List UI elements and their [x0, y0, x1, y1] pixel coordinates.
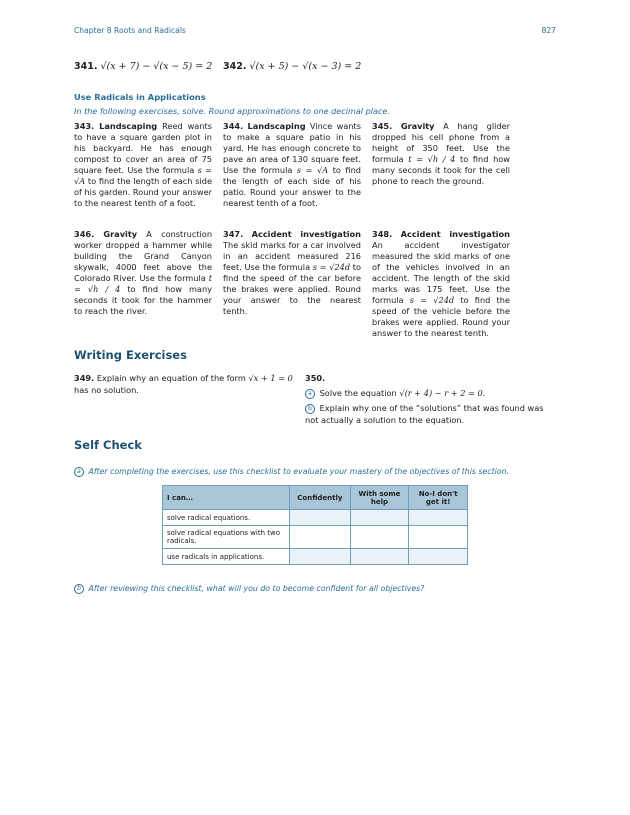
dont-get-it-checkbox[interactable] — [409, 526, 468, 549]
exercise-350 — [305, 373, 545, 426]
exercise-text: to find how many seconds it took for the cell phone to reach the ground. — [372, 154, 510, 186]
exercise-number: 341. — [74, 61, 98, 72]
exercise-title: Landscaping — [99, 121, 158, 131]
exercise-text: Reed wants to have a square garden plot in his backyard. He has enough compost to cover an area of 75 square feet. Use the formula — [74, 121, 212, 175]
exercise-text: has no solution. — [74, 384, 139, 395]
chapter-header: Chapter 8 Roots and Radicals — [74, 26, 186, 35]
confidently-checkbox[interactable] — [290, 549, 350, 565]
exercise-title: Gravity — [400, 121, 435, 131]
exercise-text: Explain why one of the “solutions” that was found was not actually a solution to the equation. — [305, 403, 544, 425]
instruction-text: After reviewing this checklist, what will you do to become confident for all objectives? — [88, 584, 425, 593]
confidently-checkbox[interactable] — [290, 510, 350, 526]
table-row — [163, 526, 468, 549]
formula: √(r + 4) − r + 2 = 0. — [399, 387, 486, 398]
formula: s = √24d — [409, 295, 455, 305]
exercise-342 — [223, 61, 361, 72]
exercise-text: A hang glider dropped his cell phone from a height of 350 feet. Use the formula — [372, 121, 510, 164]
exercise-346 — [74, 229, 212, 317]
exercise-text: to find how many seconds it took for the hammer to reach the river. — [74, 284, 212, 316]
exercise-343 — [74, 121, 212, 209]
self-check-instruction-b — [74, 584, 424, 594]
exercise-title: Gravity — [103, 229, 138, 239]
exercise-text: Explain why an equation of the form — [96, 373, 246, 383]
table-header: Confidently — [290, 486, 350, 510]
exercise-number: 350. — [305, 373, 326, 383]
exercise-text: A construction worker dropped a hammer while building the Grand Canyon skywalk, 4000 feet above the Colorado River. Use the formula — [74, 229, 213, 283]
with-some-help-checkbox[interactable] — [350, 549, 409, 565]
exercise-number: 349. — [74, 373, 95, 383]
self-check-instruction-a — [74, 467, 509, 477]
exercise-number: 346. — [74, 229, 95, 239]
exercise-number: 344. — [223, 121, 244, 131]
exercise-text: to find the length of each side of his garden. Round your answer to the nearest tenth of a foot. — [74, 176, 212, 208]
exercise-title: Accident investigation — [251, 229, 361, 239]
page-number: 827 — [541, 26, 556, 35]
formula: s = √A — [296, 165, 329, 175]
exercise-text: to find the speed of the car before the brakes were applied. Round your answer to the nearest tenth. — [223, 262, 362, 316]
exercise-number: 348. — [372, 229, 393, 239]
part-b — [305, 403, 545, 426]
formula: t = √h / 4 — [408, 154, 456, 164]
writing-exercises-title: Writing Exercises — [74, 348, 187, 362]
exercise-number: 347. — [223, 229, 244, 239]
exercise-title: Accident investigation — [400, 229, 510, 239]
dont-get-it-checkbox[interactable] — [409, 510, 468, 526]
exercise-text: An accident investigator measured the skid marks of one of the vehicles involved in an accident. The length of the skid marks was 175 feet. Use the formula — [372, 240, 510, 305]
exercise-text: to find the speed of the vehicle before the brakes were applied. Round your answer to the nearest tenth. — [372, 295, 510, 338]
objective-cell: solve radical equations. — [163, 510, 290, 526]
equation: √(x + 5) − √(x − 3) = 2 — [249, 61, 362, 72]
part-b-marker: b — [74, 584, 84, 594]
formula: √x + 1 = 0 — [248, 373, 293, 383]
with-some-help-checkbox[interactable] — [350, 526, 409, 549]
equation: √(x + 7) − √(x − 5) = 2 — [100, 61, 213, 72]
objective-cell: solve radical equations with two radicals. — [163, 526, 290, 549]
dont-get-it-checkbox[interactable] — [409, 549, 468, 565]
table-header: With some help — [350, 486, 409, 510]
exercise-text: The skid marks for a car involved in an accident measured 216 feet. Use the formula — [223, 240, 361, 272]
table-row — [163, 549, 468, 565]
exercise-341 — [74, 61, 212, 72]
exercise-345 — [372, 121, 510, 187]
part-a-marker: a — [74, 467, 84, 477]
part-a-marker: a — [305, 389, 315, 399]
exercise-347 — [223, 229, 361, 317]
formula: t = √h / 4 — [74, 273, 212, 294]
exercise-344 — [223, 121, 361, 209]
part-a — [305, 388, 545, 400]
table-header: No-I don't get it! — [409, 486, 468, 510]
exercise-348 — [372, 229, 510, 339]
instruction-text: After completing the exercises, use this checklist to evaluate your mastery of the objectives of this section. — [88, 467, 509, 476]
formula: s = √A — [74, 165, 212, 186]
table-row — [163, 510, 468, 526]
exercise-349 — [74, 373, 298, 396]
formula: s = √24d — [312, 262, 351, 272]
exercise-title: Landscaping — [247, 121, 306, 131]
exercise-number: 345. — [372, 121, 393, 131]
part-b-marker: b — [305, 404, 315, 414]
exercise-text: Solve the equation — [319, 387, 397, 398]
exercise-number: 343. — [74, 121, 95, 131]
exercise-text: to find the length of each side of his patio. Round your answer to the nearest tenth of a foot. — [223, 165, 361, 208]
table-header: I can… — [163, 486, 290, 510]
confidently-checkbox[interactable] — [290, 526, 350, 549]
instructions: In the following exercises, solve. Round approximations to one decimal place. — [74, 106, 390, 116]
self-check-title: Self Check — [74, 438, 142, 452]
with-some-help-checkbox[interactable] — [350, 510, 409, 526]
exercise-number: 342. — [223, 61, 247, 72]
self-check-table — [162, 485, 468, 565]
section-title-applications: Use Radicals in Applications — [74, 92, 206, 102]
exercise-text: Vince wants to make a square patio in his yard. He has enough concrete to pave an area of 130 square feet. Use the formula — [223, 121, 361, 175]
objective-cell: use radicals in applications. — [163, 549, 290, 565]
